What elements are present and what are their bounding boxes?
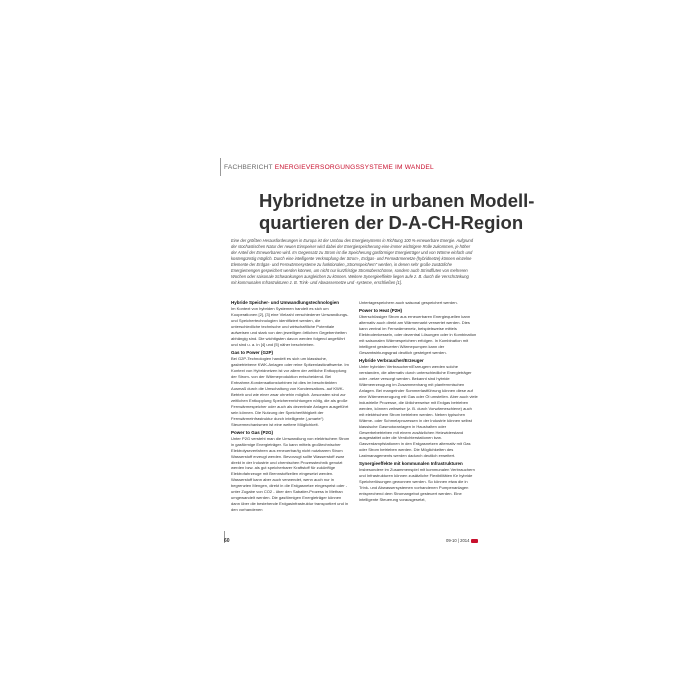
paragraph-continuation: Untertagespeichern auch saisonal gespeichert werden. — [359, 300, 458, 305]
page-number: 60 — [224, 538, 230, 544]
heading-synergy-effects: Synergieeffekte mit kommunalen Infrastrukturen — [359, 461, 463, 467]
header-divider — [220, 158, 221, 176]
issue-info — [446, 538, 478, 543]
paragraph-gas-to-power: Bei G2P-Technologien handelt es sich um klassische, gasbetriebene KWK-Anlagen oder reine Spitzenlastkraftwerke. Im Kontext von Hybridnetzen ist vor allem der zeitliche Entkopplung der Strom- von der Wärmeproduktion entscheidend. Bei Entnahme-Kondensationsturbinen ist dies im beschränkten Ausmaß durch die Umschaltung von Kondensations- auf KWK-Betrieb und wie einer zwar ohnehin möglich. Ansonsten sind zur zeitlichen Entkopplung Speicherenrichtungen nötig, die als große Fernwärmespeicher oder auch als dezentrale Anlagen ausgeführt sein können. Die Nutzung der Speicherfähigkeit der Fernwärmeinfrastruktur durch intelligente („smarte“) Steuermechanismen ist eine weitere Möglichkeit. — [231, 356, 349, 427]
paragraph-hybrid-storage: Im Kontext von hybriden Systemen handelt es sich um Kooperationen [2], [3] eine Vielzahl verschiedener Umwandlungs- und Speichertechnologien identifiziert werden, die unterschiedliche technische und wirtschaftliche Potentiale aufweisen und stark von den jeweiligen örtlichen Gegebenheiten abhängig sind. Die wichtigsten davon werden folgend angeführt und sind u. a. in [4] und [5] näher beschrieben. — [231, 306, 349, 347]
heading-hybrid-storage: Hybride Speicher- und Umwandlungstechnologien — [231, 300, 340, 305]
right-column — [359, 300, 478, 505]
paragraph-synergy-effects: Insbesondere im Zusammenspiel mit kommunalen Verbrauchern und Infrastrukturen können zusätzliche Flexibilitäten für hybride Speicherlösungen gewonnen werden. So können etwa die in Trink- und Abwassersystemen vorhandenen Pumpenanlagen entsprechend dem Stromangebot gesteuert werden. Eine intelligente Steuerung vorausgesetzt, — [359, 467, 475, 503]
heading-hybrid-consumers: Hybride Verbraucher/Erzeuger — [359, 357, 424, 363]
heading-power-to-heat: Power to Heat (P2H) — [359, 307, 403, 313]
article-title — [259, 190, 559, 234]
title-line-2: quartieren der D-A-CH-Region — [259, 212, 524, 233]
heading-gas-to-power: Gas to Power (G2P) — [231, 349, 274, 355]
paragraph-power-to-gas: Unter P2G versteht man die Umwandlung von elektrischem Strom in gasförmige Energieträger. So kann mittels großtechnischer Elektrolyseverfahren aus erneuerbar/ig nicht nutzbarem Strom Wasserstoff erzeugt werden. Bevorzugt sollte Wasserstoff zwar direkt in der Industrie und chemischen Prozesstechnik genutzt werden bzw. als gut speicherbarer Kraftstoff für zukünftige Elektrofahrzeuge mit Brennstoffzellen eingesetzt werden. Wasserstoff kann aber auch verwendet, wenn auch nur in begrenzten Mengen, direkt in die Erdgasnetze eingespeist oder - unter Zugabe von CO2 - über den Sabatier-Prozess in Methan umgewandelt werden. Die gasförmigen Energieträger können dann über die bestehende Erdgasinfrastruktur transportiert und in den vorhandenen — [231, 435, 350, 513]
publisher-logo-icon — [471, 539, 478, 543]
section-label: FACHBERICHT — [224, 163, 273, 171]
issue-label: 09-10 | 2014 — [446, 538, 470, 543]
running-header — [224, 160, 434, 174]
heading-power-to-gas: Power to Gas (P2G) — [231, 429, 274, 435]
left-column — [231, 300, 350, 515]
topic-label: ENERGIEVERSORGUNGSSYSTEME IM WANDEL — [274, 163, 434, 171]
title-line-1: Hybridnetze in urbanen Modell- — [259, 190, 535, 211]
article-abstract — [231, 238, 475, 286]
paragraph-power-to-heat: Überschüssiger Strom aus erneuerbaren Energiequellen kann alternativ auch direkt am Wärmemarkt verwertet werden. Dies kann zentral im Fernwärmenetz, beispielsweise mittels Elektrodenkesseln, oder dezentral Lösungen oder in Kombination mit saisonalen Wärmespeichern erfolgen. In Kombination mit intelligent gesteuerten Wärmepumpen kann der Gesamtwirkungsgrad deutlich gesteigert werden. — [359, 314, 477, 355]
abstract-text: Eine der größten Herausforderungen in Europa ist der Umbau des Energiesystems in Richtung 100 % erneuerbare Energie. Aufgrund der stochastischen Natur der neuen Einspeiser wird dabei der Energiespeicherung eine immer wichtigere Rolle zukommen, je höher der Anteil der Erneuerbaren wird. Im Gegensatz zu Strom ist die Speicherung gasförmiger Energieträger und von Wärme einfach und kostengünstig möglich. Durch eine intelligente Verknüpfung der Strom-, Erdgas- und Fernwärmenetze (hybridnetze) können einzelne Elemente der Erdgas- und Fernwärmesysteme zu funktionalen „Stromspeichern“ werden, in denen sehr große zusätzliche Energiemengen gespeichert werden können, um nicht nur kurzfristige Stromüberschüsse, sondern auch Strindfluten von mehreren Wochen oder saisonale Schwankungen ausgleichen zu können. Weitere Synergieeffekte liegen aufe z. B. durch die Verschränkung mit kommunalen Infrastrukturen z. B. Trink- und Abwassernetze und -systeme, erschließen [1]. — [231, 238, 473, 286]
paragraph-hybrid-consumers: Unter hybriden Verbrauchern/Erzeugern werden solche verstanden, die alternativ durch unterschiedliche Energieträger oder -netze versorgt werden. Bekannt sind hybride Wärmeerzeugung im Zusammenhang mit planfernmischen Anlagen. Bei mangelnder Sommerlastführung können diese auf eine Wärmeerzeugung mit Gas oder Öl umstellen. Aber auch viele industrielle Prozesse, die üblicherweise mit Erdgas betrieben werden, können zeitweise (z. B. durch Vorwärmeschiene) auch mit elektrischem Strom betrieben werden. Neben typischen Wärme- oder Schmelzprozessen in der Industrie können selbst klassische Gasmotoranlagen in Haushalten oder Gewerbebetrieben mit einem zusätzlichen Heizwiderstand ausgestattet oder die Verdichterstationen bzw. Gasverdampfstationen in den Erdgasnetzen alternativ mit Gas oder Strom betrieben werden. Die Möglichkeiten des Lastmanagements werden dadurch deutlich erweitert. — [359, 364, 478, 459]
